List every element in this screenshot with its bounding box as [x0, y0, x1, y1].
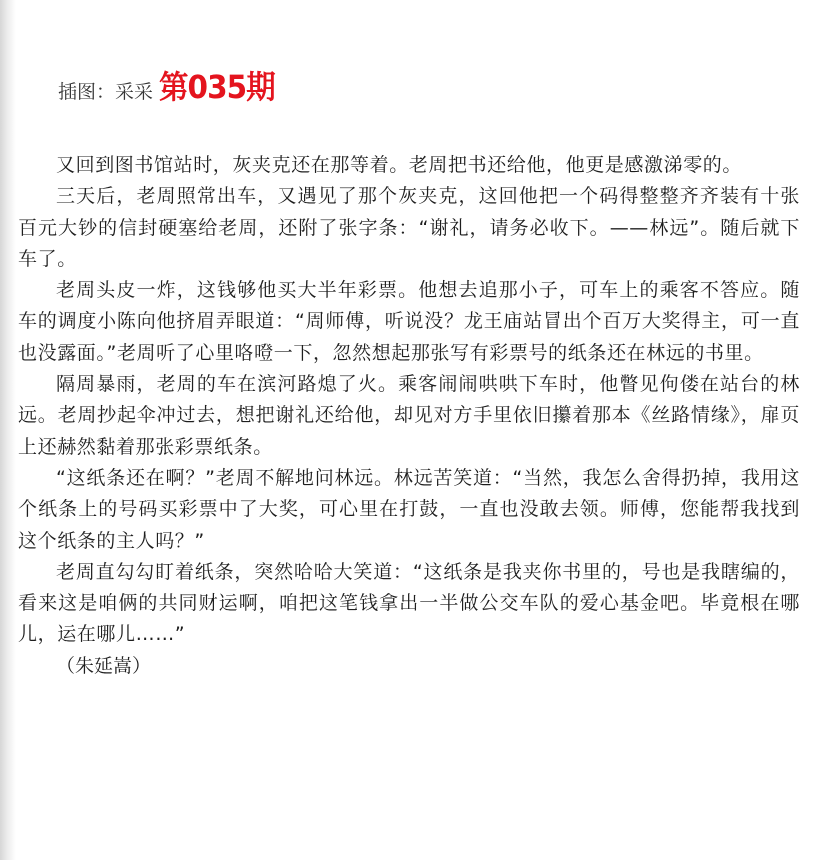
paragraph: 隔周暴雨，老周的车在滨河路熄了火。乘客闹闹哄哄下车时，他瞥见佝偻在站台的林远。老周抄起伞冲过去，想把谢礼还给他，却见对方手里依旧攥着那本《丝路情缘》，扉页上还赫然黏着那张彩票纸条。 — [18, 373, 800, 458]
paragraph: 三天后，老周照常出车，又遇见了那个灰夹克，这回他把一个码得整整齐齐装有十张百元大钞的信封硬塞给老周，还附了张字条：“谢礼，请务必收下。——林远”。随后就下车了。 — [18, 185, 800, 270]
paragraph: 老周头皮一炸，这钱够他买大半年彩票。他想去追那小子，可车上的乘客不答应。随车的调度小陈向他挤眉弄眼道：“周师傅，听说没？龙王庙站冒出个百万大奖得主，可一直也没露面。”老周听了心里咯噔一下，忽然想起那张写有彩票号的纸条还在林远的书里。 — [18, 279, 800, 364]
article-body — [18, 150, 800, 682]
paragraph: 又回到图书馆站时，灰夹克还在那等着。老周把书还给他，他更是感激涕零的。 — [56, 154, 743, 176]
author-signature: （朱延嵩） — [56, 654, 152, 677]
issue-label: 第035期 — [159, 68, 275, 106]
paragraph: “这纸条还在啊？”老周不解地问林远。林远苦笑道：“当然，我怎么舍得扔掉，我用这个纸条上的号码买彩票中了大奖，可心里在打鼓，一直也没敢去领。师傅，您能帮我找到这个纸条的主人吗？” — [18, 466, 800, 552]
illustrator-credit: 插图：采采 — [58, 81, 154, 103]
article-page — [18, 0, 808, 860]
paragraph: 老周直勾勾盯着纸条，突然哈哈大笑道：“这纸条是我夹你书里的，号也是我瞎编的，看来这是咱俩的共同财运啊，咱把这笔钱拿出一半做公交车队的爱心基金吧。毕竟根在哪儿，运在哪儿……” — [18, 560, 800, 646]
page-edge-shadow — [0, 0, 16, 860]
article-header — [58, 62, 285, 108]
